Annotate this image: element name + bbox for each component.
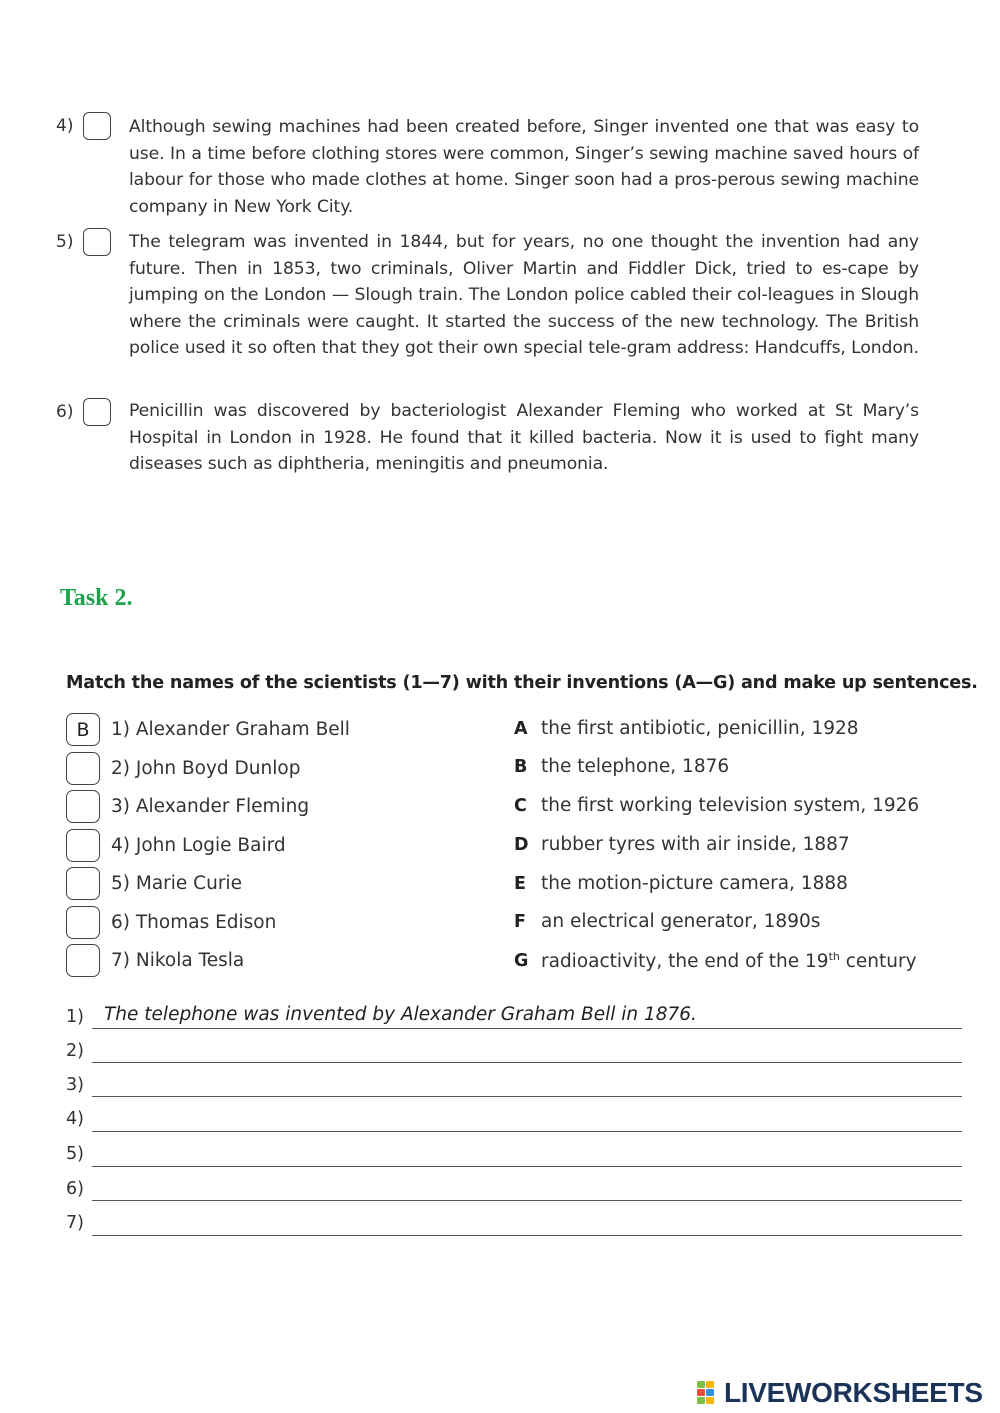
invention-text: the first working television system, 1926: [541, 795, 920, 816]
invention-text: [541, 950, 917, 972]
invention-letter: A: [514, 719, 528, 739]
invention-letter: E: [514, 874, 526, 894]
match-answer-5[interactable]: [66, 867, 100, 900]
task-title: Task 2.: [60, 585, 133, 611]
sentence-input-5[interactable]: [92, 1139, 962, 1167]
mark-square-yellow: [706, 1381, 714, 1388]
logo-text: LIVEWORKSHEETS: [724, 1377, 983, 1408]
sentence-number: 1): [66, 1007, 84, 1027]
sentence-input-7[interactable]: [92, 1208, 962, 1236]
item-number: 4): [56, 116, 74, 136]
item-number: 5): [56, 232, 74, 252]
scientist-name: 7) Nikola Tesla: [111, 950, 245, 971]
invention-text: rubber tyres with air inside, 1887: [541, 834, 850, 855]
scientist-name: 1) Alexander Graham Bell: [111, 719, 350, 740]
scientist-name: 2) John Boyd Dunlop: [111, 758, 301, 779]
mark-square-blue: [706, 1389, 714, 1396]
sentence-input-1[interactable]: [92, 1001, 962, 1029]
scientist-name: 5) Marie Curie: [111, 873, 242, 894]
match-answer-6[interactable]: [66, 906, 100, 939]
sentence-input-3[interactable]: [92, 1069, 962, 1097]
paragraph-text: Although sewing machines had been created before, Singer invented one that was easy to use. In a time before clothing stores were common, Singer’s sewing machine saved hours of labour for those who made clothes at home. Singer soon had a pros-perous sewing machine company in New York City.: [129, 117, 919, 217]
invention-letter: F: [514, 912, 526, 932]
invention-letter: C: [514, 796, 527, 816]
mark-square-red: [697, 1389, 705, 1396]
invention-text-main: radioactivity, the end of the 19: [541, 951, 829, 973]
item-number: 6): [56, 402, 74, 422]
answer-box[interactable]: [83, 228, 111, 256]
sentence-input-6[interactable]: [92, 1173, 962, 1201]
invention-text-tail: century: [839, 951, 917, 973]
invention-letter: G: [514, 951, 529, 971]
task-instruction: Match the names of the scientists (1—7) with their inventions (A—G) and make up sentences.: [66, 673, 978, 693]
match-answer-1[interactable]: [66, 713, 100, 746]
sentence-number: 6): [66, 1179, 84, 1199]
paragraph-text: Penicillin was discovered by bacteriologist Alexander Fleming who worked at St Mary’s Hospital in London in 1928. He found that it killed bacteria. Now it is used to fight many diseases such as diphtheria, meningitis and pneumonia.: [129, 401, 919, 474]
sentence-number: 2): [66, 1041, 84, 1061]
paragraph-text: The telegram was invented in 1844, but for years, no one thought the invention had any future. Then in 1853, two criminals, Oliver Martin and Fiddler Dick, tried to es-cape by jumping on the London — Slough train. The London police cabled their col-leagues in Slough where the criminals were caught. It started the success of the new technology. The British police used it so often that they got their own special tele-gram address: Handcuffs, London.: [129, 232, 919, 358]
match-answer-7[interactable]: [66, 944, 100, 977]
sentence-number: 3): [66, 1075, 84, 1095]
invention-text: the telephone, 1876: [541, 756, 730, 777]
mark-square-yellow-2: [706, 1397, 714, 1404]
scientist-name: 6) Thomas Edison: [111, 912, 277, 933]
mark-square-green-2: [697, 1397, 705, 1404]
sentence-number: 7): [66, 1213, 84, 1233]
sentence-number: 4): [66, 1109, 84, 1129]
invention-letter: B: [514, 757, 528, 777]
invention-letter: D: [514, 835, 529, 855]
invention-text: the motion-picture camera, 1888: [541, 873, 848, 894]
liveworksheets-mark-icon: [697, 1381, 723, 1405]
sentence-input-2[interactable]: [92, 1035, 962, 1063]
sentence-number: 5): [66, 1144, 84, 1164]
invention-text: the first antibiotic, penicillin, 1928: [541, 718, 859, 739]
invention-text: an electrical generator, 1890s: [541, 911, 821, 932]
scientist-name: 3) Alexander Fleming: [111, 796, 310, 817]
mark-square-green: [697, 1381, 705, 1388]
match-answer-3[interactable]: [66, 790, 100, 823]
answer-box[interactable]: [83, 112, 111, 140]
match-answer-2[interactable]: [66, 752, 100, 785]
scientist-name: 4) John Logie Baird: [111, 835, 286, 856]
invention-text-superscript: th: [828, 950, 840, 963]
answer-box[interactable]: [83, 398, 111, 426]
sentence-input-4[interactable]: [92, 1104, 962, 1132]
match-answer-4[interactable]: [66, 829, 100, 862]
